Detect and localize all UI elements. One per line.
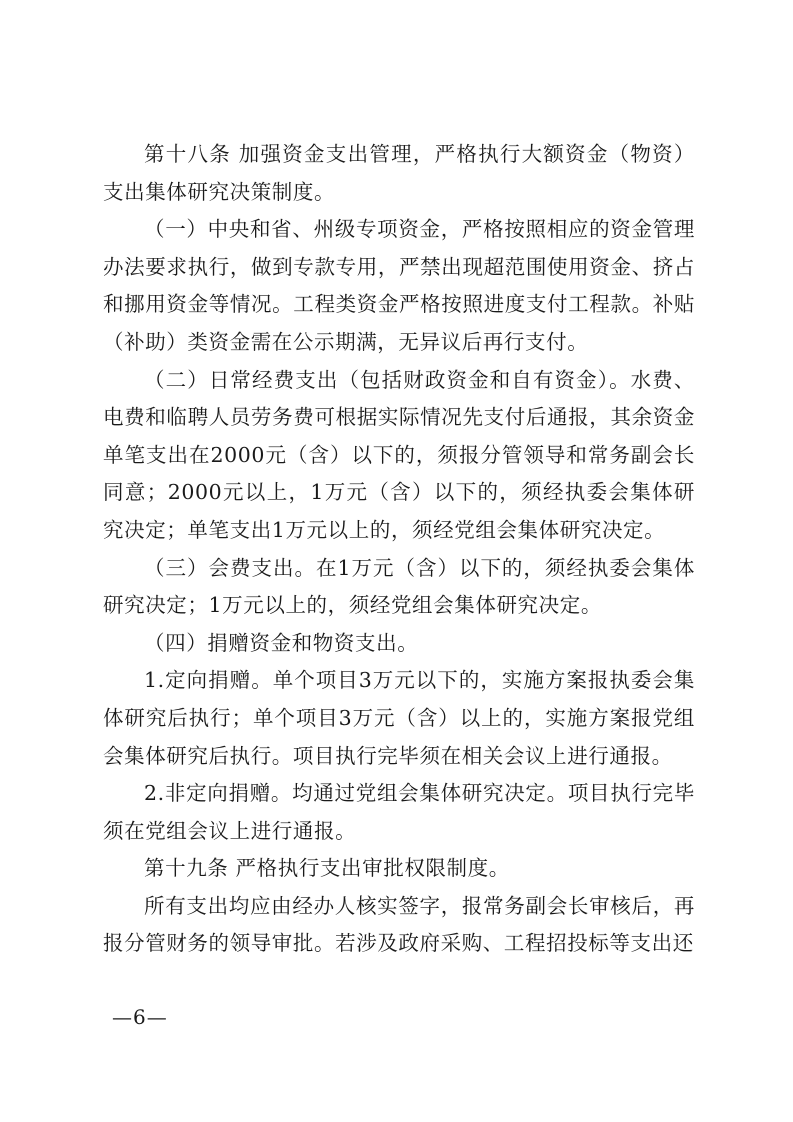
item-1-directed-donation: 1.定向捐赠。单个项目3万元以下的，实施方案报执委会集体研究后执行；单个项目3万元（含）以上的，实施方案报党组会集体研究后执行。项目执行完毕须在相关会议上进行通报。: [103, 668, 695, 768]
article-19-body: 所有支出均应由经办人核实签字，报常务副会长审核后，再报分管财务的领导审批。若涉及政府采购、工程招投标等支出还: [103, 893, 695, 956]
article-18-heading: 第十八条 加强资金支出管理，严格执行大额资金（物资）支出集体研究决策制度。: [103, 142, 695, 204]
clause-4-donations: （四）捐赠资金和物资支出。: [144, 630, 419, 655]
clause-2-daily-expenses: （二）日常经费支出（包括财政资金和自有资金）。水费、电费和临聘人员劳务费可根据实际情况先支付后通报，其余资金单笔支出在2000元（含）以下的，须报分管领导和常务副会长同意；2000元以上，1万元（含）以下的，须经执委会集体研究决定；单笔支出1万元以上的，须经党组会集体研究决定。: [103, 367, 695, 542]
item-2-non-directed-donation: 2.非定向捐赠。均通过党组会集体研究决定。项目执行完毕须在党组会议上进行通报。: [103, 781, 695, 843]
document-body: [103, 136, 695, 963]
clause-3-membership-fees: （三）会费支出。在1万元（含）以下的，须经执委会集体研究决定；1万元以上的，须经党组会集体研究决定。: [103, 555, 695, 618]
article-19-heading: 第十九条 严格执行支出审批权限制度。: [144, 856, 510, 881]
clause-1-special-funds: （一）中央和省、州级专项资金，严格按照相应的资金管理办法要求执行，做到专款专用，严禁出现超范围使用资金、挤占和挪用资金等情况。工程类资金严格按照进度支付工程款。补贴（补助）类资金需在公示期满，无异议后再行支付。: [103, 217, 695, 354]
page-number: —6—: [112, 1005, 168, 1029]
